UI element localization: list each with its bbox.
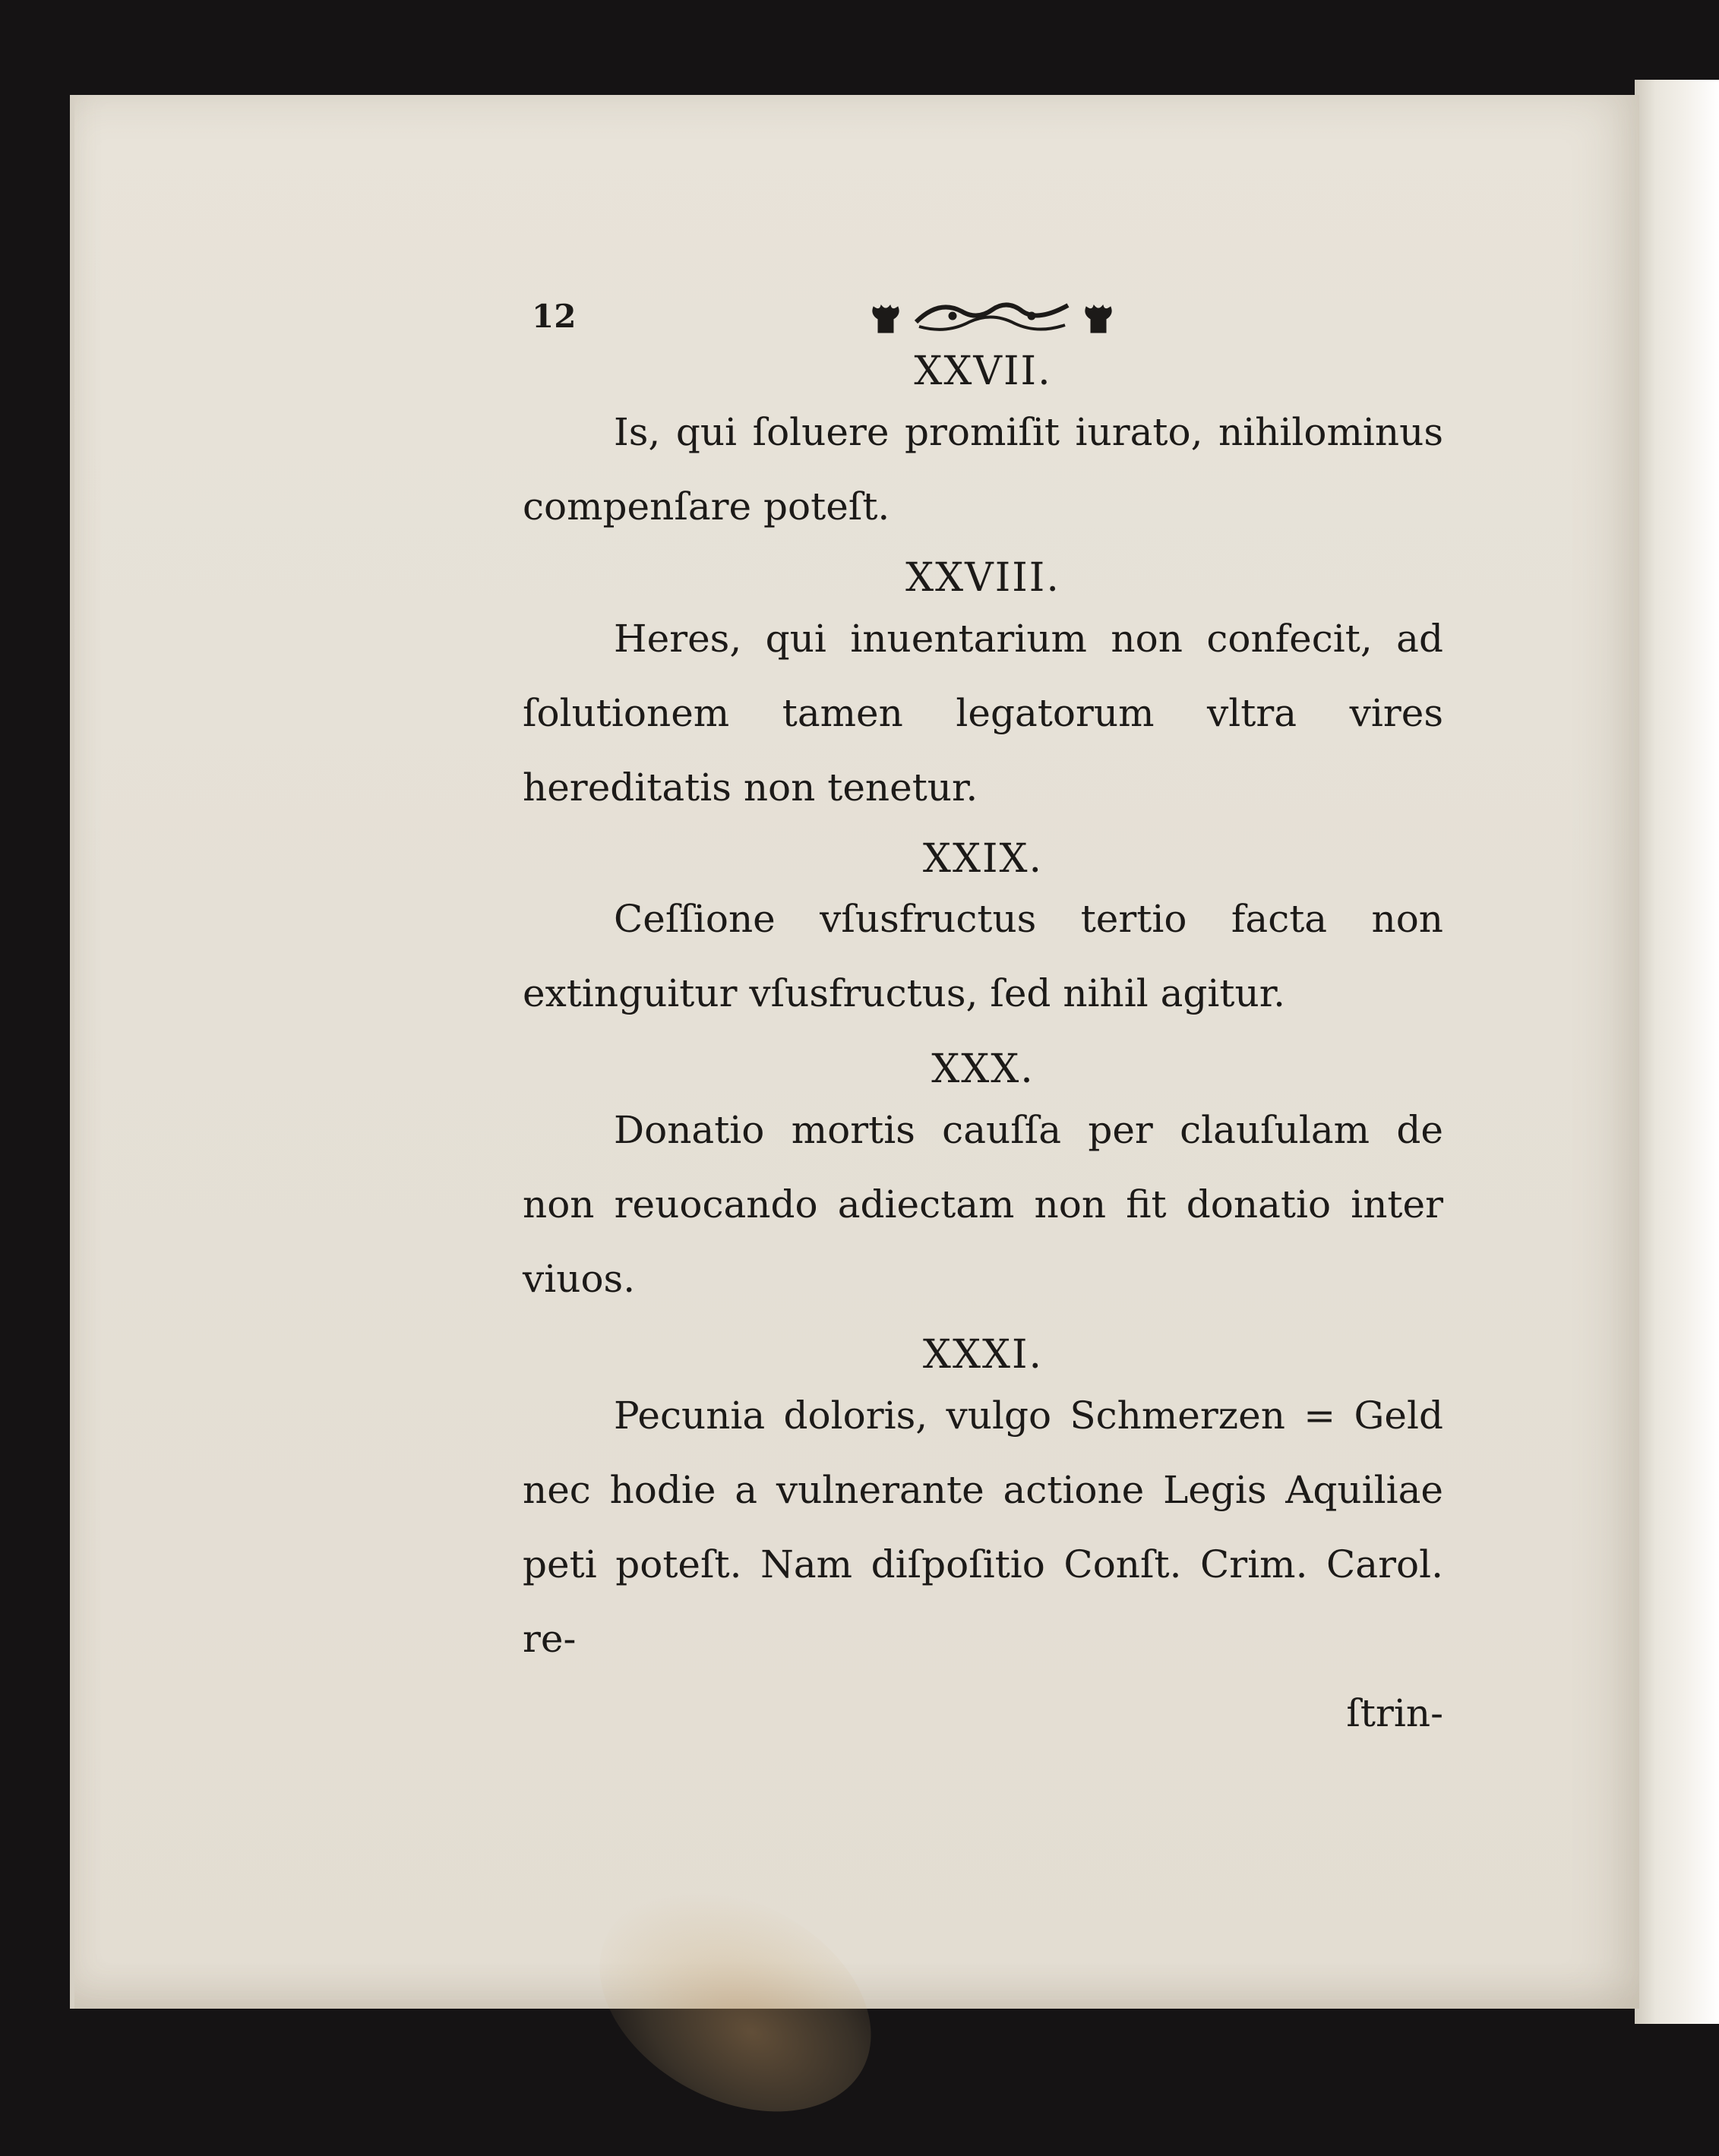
printers-ornament-icon <box>863 289 1121 342</box>
page-number: 12 <box>532 298 577 335</box>
section-numeral-xxxi: XXXI. <box>922 1332 1044 1378</box>
section-text-xxviii: Heres, qui inuentarium non confecit, ad ſolutionem tamen legatorum vltra vires hereditatis non tenetur. <box>523 616 1443 810</box>
section-numeral-xxx: XXX. <box>931 1046 1035 1093</box>
section-numeral-xxviii: XXVIII. <box>905 554 1060 601</box>
catchword: ſtrin- <box>1346 1690 1443 1735</box>
section-text-xxix: Ceſſione vſusfructus tertio facta non extinguitur vſusfructus, ſed nihil agitur. <box>523 897 1443 1016</box>
section-numeral-xxvii: XXVII. <box>914 349 1052 394</box>
page-header <box>523 289 1443 342</box>
section-text-xxvii: Is, qui ſoluere promiſit iurato, nihilominus compenſare poteſt. <box>523 409 1443 529</box>
page-fore-edge <box>1635 80 1719 2024</box>
paper-stain <box>561 1846 909 2156</box>
section-text-xxxi: Pecunia doloris, vulgo Schmerzen = Geld nec hodie a vulnerante actione Legis Aquiliae peti poteſt. Nam diſpoſitio Conſt. Crim. Carol. re- <box>523 1393 1443 1661</box>
section-numeral-xxix: XXIX. <box>922 835 1044 882</box>
section-text-xxx: Donatio mortis cauſſa per clauſulam de non reuocando adiectam non fit donatio inter viuos. <box>523 1108 1443 1302</box>
page-text-block <box>523 289 1443 1750</box>
